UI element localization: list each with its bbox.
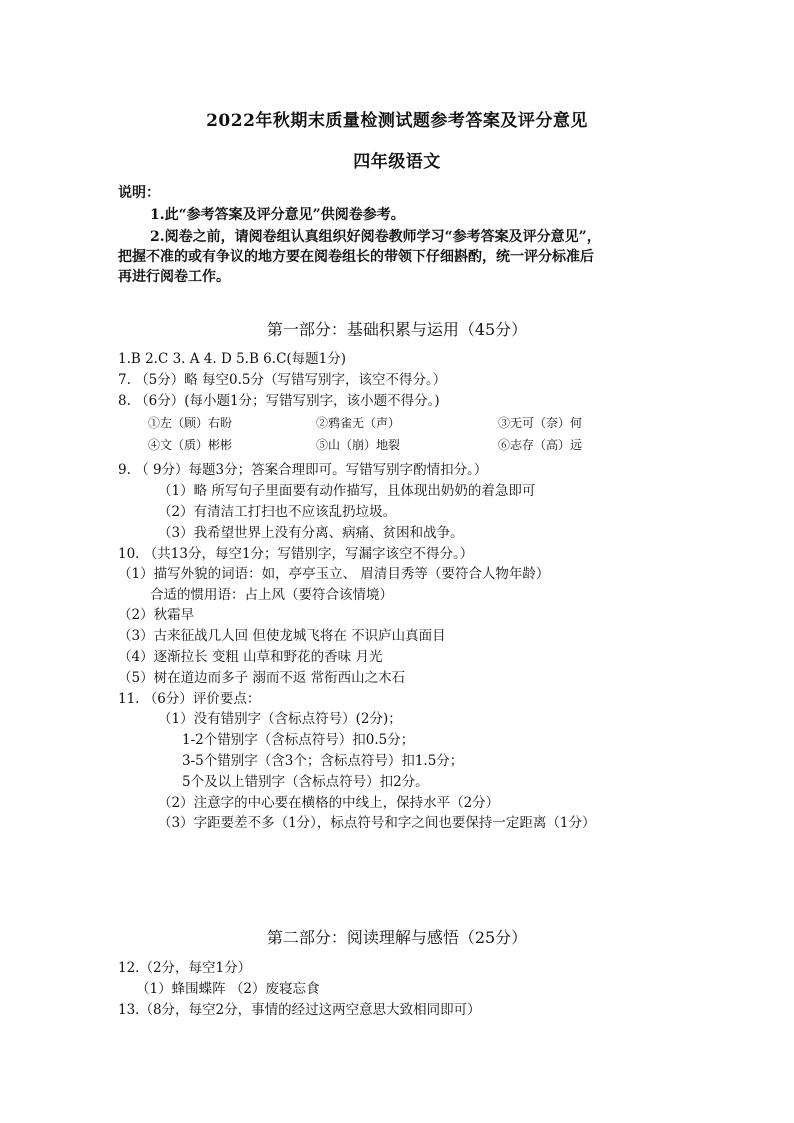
note-item-2: 2.阅卷之前，请阅卷组认真组织好阅卷教师学习“参考答案及评分意见”， — [150, 229, 601, 245]
answer-q10-2: （2）秋霜早 — [118, 607, 195, 623]
answer-q9-3: （3）我希望世界上没有分离、病痛、贫困和战争。 — [158, 525, 464, 541]
answer-q12: 12.（2分，每空1分） — [118, 960, 252, 976]
document-subtitle: 四年级语文 — [353, 152, 441, 172]
answer-q10-1: （1）描写外貌的词语：如，亭亭玉立、 眉清目秀等（要符合人物年龄） — [118, 566, 550, 582]
answer-q13: 13.（8分，每空2分，事情的经过这两空意思大致相同即可） — [118, 1002, 481, 1018]
section1-title: 第一部分：基础积累与运用（45分） — [266, 320, 528, 339]
answer-q10-5: （5）树在道边而多子 溺而不返 常衔西山之木石 — [118, 670, 406, 686]
answer-q11-2: （2）注意字的中心要在横格的中线上，保持水平（2分） — [158, 795, 500, 811]
document-title: 2022年秋期末质量检测试题参考答案及评分意见 — [206, 111, 588, 131]
q8-item: ②鸦雀无（声） — [316, 416, 401, 430]
answer-q11: 11. （6分）评价要点： — [118, 691, 261, 707]
note-item-1: 1.此“参考答案及评分意见”供阅卷参考。 — [150, 207, 405, 223]
answer-q9-1: （1）略 所写句子里面要有动作描写，且体现出奶奶的着急即可 — [158, 483, 536, 499]
answer-q11-3: （3）字距要差不多（1分），标点符号和字之间也要保持一定距离（1分） — [158, 815, 596, 831]
note-item-2-cont: 把握不准的或有争议的地方要在阅卷组长的带领下仔细斟酌，统一评分标准后 — [118, 249, 594, 265]
answer-q10: 10. （共13分，每空1分；写错别字，写漏字该空不得分。） — [118, 546, 474, 562]
q8-item: ⑥志存（高）远 — [498, 438, 583, 452]
answer-q11-1: （1）没有错别字（含标点符号）(2分)； — [158, 711, 402, 727]
answer-q11-1b: 3-5个错别字（含3个；含标点符号）扣1.5分； — [182, 753, 464, 769]
answer-q1-6: 1.B 2.C 3. A 4. D 5.B 6.C(每题1分) — [118, 351, 347, 367]
answer-q10-1b: 合适的惯用语：占上风（要符合该情境） — [150, 587, 393, 603]
q8-item: ④文（质）彬彬 — [148, 438, 233, 452]
answer-q9-2: （2）有清洁工打扫也不应该乱扔垃圾。 — [158, 504, 397, 520]
answer-q11-1a: 1-2个错别字（含标点符号）扣0.5分； — [182, 732, 415, 748]
notes-label: 说明： — [118, 185, 160, 201]
section2-title: 第二部分：阅读理解与感悟（25分） — [266, 928, 528, 947]
answer-q10-3: （3）古来征战几人回 但使龙城飞将在 不识庐山真面目 — [118, 628, 446, 644]
answer-q10-4: （4）逐渐拉长 变粗 山草和野花的香味 月光 — [118, 649, 383, 665]
answer-q9: 9. （ 9分）每题3分；答案合理即可。写错写别字酌情扣分。） — [118, 462, 488, 478]
answer-q12-answers: （1）蜂围蝶阵 （2）废寝忘食 — [136, 981, 320, 997]
note-item-2-end: 再进行阅卷工作。 — [118, 269, 230, 285]
q8-item: ⑤山（崩）地裂 — [316, 438, 401, 452]
q8-item: ③无可（奈）何 — [498, 416, 583, 430]
q8-item: ①左（顾）右盼 — [148, 416, 233, 430]
answer-q7: 7. （5分）略 每空0.5分（写错写别字，该空不得分。） — [118, 372, 447, 388]
answer-q8: 8. （6分）(每小题1分；写错写别字，该小题不得分。) — [118, 393, 440, 409]
answer-q11-1c: 5个及以上错别字（含标点符号）扣2分。 — [182, 774, 429, 790]
